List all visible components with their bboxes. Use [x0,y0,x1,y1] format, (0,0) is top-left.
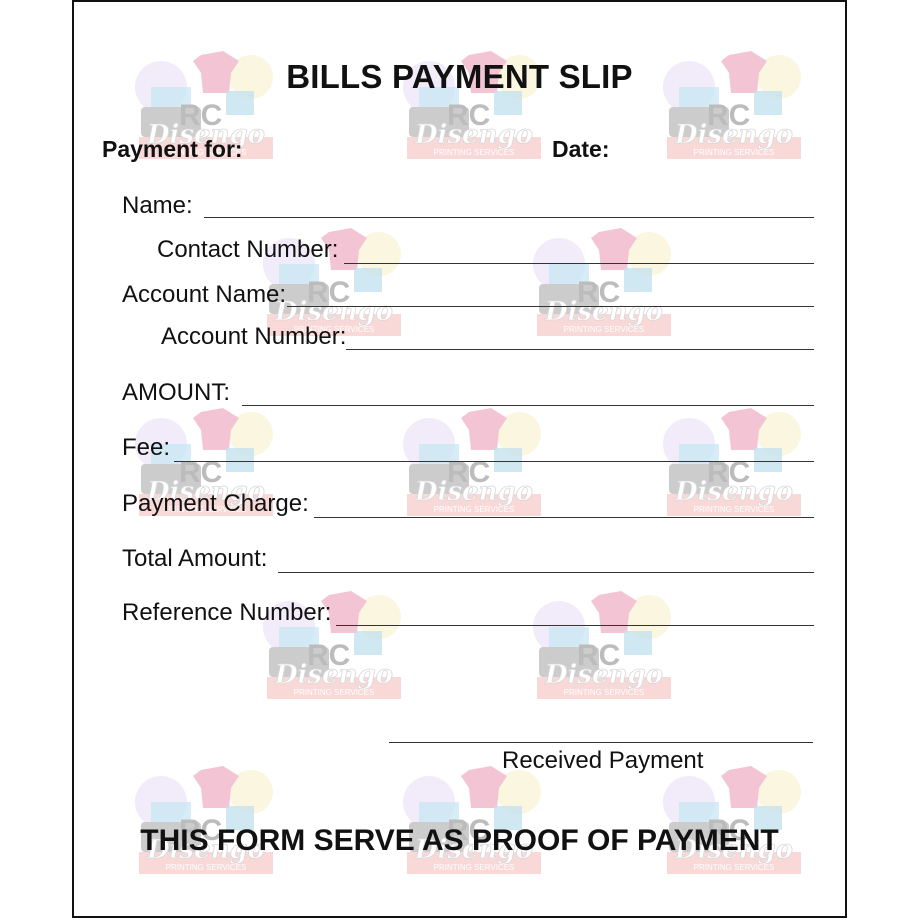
proof-of-payment-footer: THIS FORM SERVE AS PROOF OF PAYMENT [140,824,779,857]
account-number-field[interactable] [346,349,814,350]
date-label: Date: [552,136,610,162]
total-amount-label: Total Amount: [122,545,268,572]
payment-charge-label: Payment Charge: [122,490,309,517]
contact-number-label: Contact Number: [157,236,339,263]
payment-slip [72,0,847,918]
watermark-logo-icon [131,404,281,539]
watermark-logo-icon [399,404,549,539]
fee-field[interactable] [174,461,814,462]
watermark-logo-icon [529,587,679,722]
payment-charge-field[interactable] [314,517,814,518]
received-payment-label: Received Payment [502,747,704,774]
amount-field[interactable] [242,405,814,406]
total-amount-field[interactable] [278,572,814,573]
account-name-field[interactable] [287,306,814,307]
watermark-logo-icon [659,404,809,539]
slip-title: BILLS PAYMENT SLIP [286,58,633,95]
name-field[interactable] [204,217,814,218]
contact-number-field[interactable] [344,263,814,264]
received-payment-signature-line[interactable] [389,742,813,743]
fee-label: Fee: [122,434,171,461]
reference-number-field[interactable] [336,625,814,626]
watermark-logo-icon [529,224,679,359]
account-number-label: Account Number: [161,323,347,350]
payment-for-label: Payment for: [102,136,243,162]
amount-label: AMOUNT: [122,379,230,406]
name-label: Name: [122,192,193,219]
reference-number-label: Reference Number: [122,599,332,626]
account-name-label: Account Name: [122,281,287,308]
